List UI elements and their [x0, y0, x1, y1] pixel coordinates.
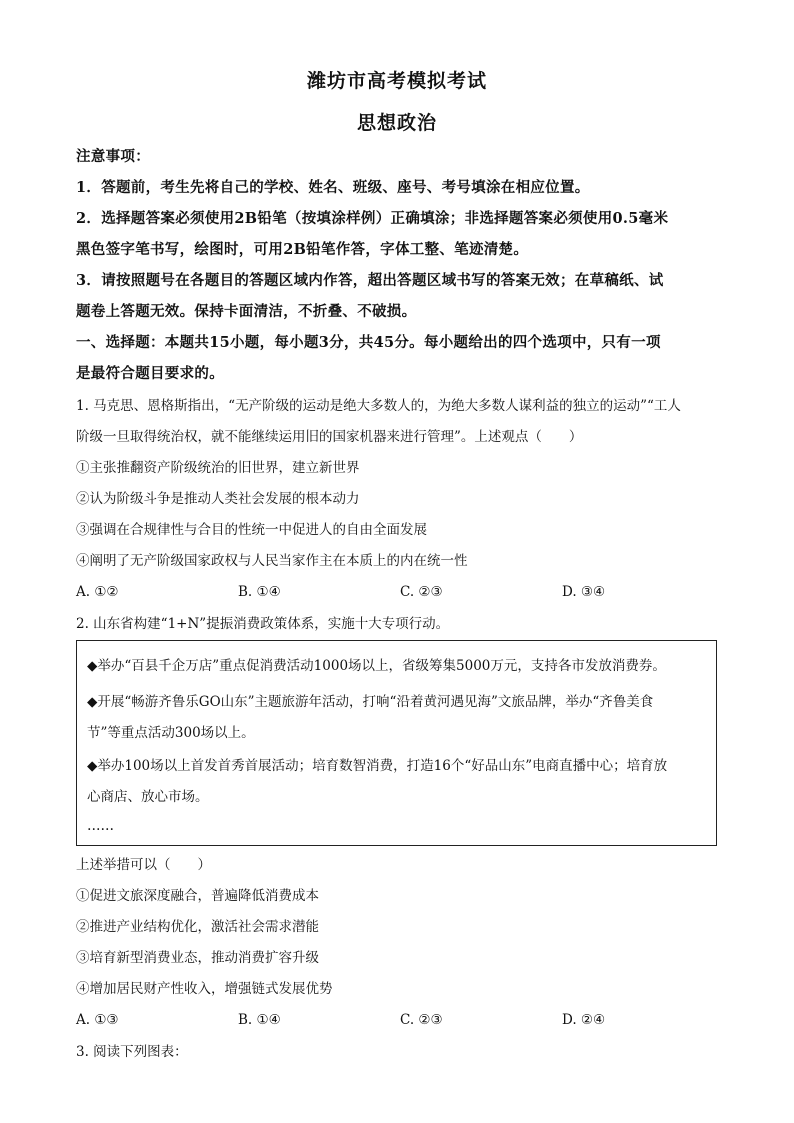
q2-material-line: ◆举办“百县千企万店”重点促消费活动1000场以上，省级筹集5000万元，支持各市发放消费券。: [87, 658, 666, 674]
q2-material-line: 心商店、放心市场。: [87, 789, 209, 805]
q2-statement: ④增加居民财产性收入，增强链式发展优势: [76, 981, 333, 997]
q2-statement: ①促进文旅深度融合，普遍降低消费成本: [76, 888, 319, 904]
q1-statement: ②认为阶级斗争是推动人类社会发展的根本动力: [76, 491, 360, 507]
q2-material-ellipsis: ……: [87, 818, 114, 834]
section-heading: 一、选择题：本题共15小题，每小题3分，共45分。每小题给出的四个选项中，只有一项: [76, 334, 661, 351]
q1-option-d: D. ③④: [562, 584, 606, 600]
q1-stem-cont: 阶级一旦取得统治权，就不能继续运用旧的国家机器来进行管理”。上述观点（ ）: [76, 429, 583, 445]
q1-option-a: A. ①②: [76, 584, 119, 600]
q2-material-line: ◆举办100场以上首发首秀首展活动；培育数智消费，打造16个“好品山东”电商直播中心；培育放: [87, 758, 668, 774]
notice-item: 黑色签字笔书写，绘图时，可用2B铅笔作答，字体工整、笔迹清楚。: [76, 241, 529, 258]
subject-title: 思想政治: [356, 112, 437, 134]
exam-title: 潍坊市高考模拟考试: [306, 70, 487, 92]
notice-item: 3．请按照题号在各题目的答题区域内作答，超出答题区域书写的答案无效；在草稿纸、试: [76, 272, 664, 289]
q2-option-c: C. ②③: [400, 1012, 443, 1028]
q2-material-line: 节”等重点活动300场以上。: [87, 725, 255, 741]
q1-stem: 1. 马克思、恩格斯指出，“无产阶级的运动是绝大多数人的，为绝大多数人谋利益的独立的运动”“工人: [76, 398, 681, 414]
q2-statement: ②推进产业结构优化，激活社会需求潜能: [76, 919, 319, 935]
notice-item: 题卷上答题无效。保持卡面清洁，不折叠、不破损。: [76, 303, 417, 320]
q1-statement: ③强调在合规律性与合目的性统一中促进人的自由全面发展: [76, 522, 427, 538]
notice-heading: 注意事项：: [76, 148, 150, 165]
q2-stem: 2. 山东省构建“1+N”提振消费政策体系，实施十大专项行动。: [76, 616, 450, 632]
q2-followup: 上述举措可以（ ）: [76, 857, 211, 873]
q1-option-b: B. ①④: [238, 584, 281, 600]
q3-stem: 3. 阅读下列图表：: [76, 1044, 188, 1060]
q2-option-a: A. ①③: [76, 1012, 119, 1028]
notice-item: 1．答题前，考生先将自己的学校、姓名、班级、座号、考号填涂在相应位置。: [76, 179, 590, 196]
section-heading-cont: 是最符合题目要求的。: [76, 365, 224, 382]
notice-item: 2．选择题答案必须使用2B铅笔（按填涂样例）正确填涂；非选择题答案必须使用0.5毫米: [76, 210, 669, 227]
q2-statement: ③培育新型消费业态，推动消费扩容升级: [76, 950, 319, 966]
q2-option-b: B. ①④: [238, 1012, 281, 1028]
q2-material-line: ◆开展“畅游齐鲁乐GO山东”主题旅游年活动，打响“沿着黄河遇见海”文旅品牌，举办“齐鲁美食: [87, 694, 654, 710]
q2-option-d: D. ②④: [562, 1012, 606, 1028]
q1-statement: ④阐明了无产阶级国家政权与人民当家作主在本质上的内在统一性: [76, 553, 468, 569]
q1-statement: ①主张推翻资产阶级统治的旧世界，建立新世界: [76, 460, 360, 476]
q1-option-c: C. ②③: [400, 584, 443, 600]
